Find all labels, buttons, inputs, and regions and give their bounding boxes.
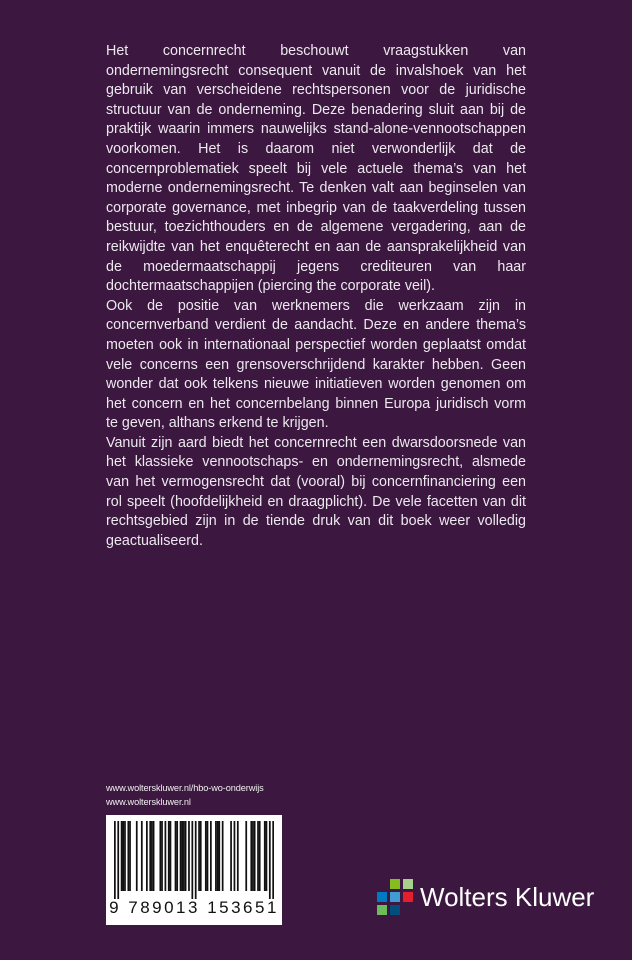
url-wolterskluwer[interactable]: www.wolterskluwer.nl [106, 797, 191, 807]
barcode-bar [124, 821, 126, 891]
barcode-bar [205, 821, 207, 891]
barcode-bars [114, 821, 274, 899]
barcode-bar [151, 821, 153, 891]
barcode-bar [272, 821, 274, 899]
barcode-bar [245, 821, 247, 891]
barcode-bar [222, 821, 224, 891]
wolters-kluwer-logo-icon [376, 878, 414, 916]
barcode-bar [210, 821, 212, 891]
barcode-bar [252, 821, 254, 891]
barcode-bar [121, 821, 123, 891]
barcode-bar [129, 821, 131, 891]
barcode-bar [127, 821, 129, 891]
barcode-bar [250, 821, 252, 891]
barcode-bar [153, 821, 155, 891]
blurb-paragraph-1: Het concernrecht beschouwt vraagstukken van ondernemingsrecht consequent vanuit de invalshoek van het gebruik van verscheidene rechtspersonen voor de juridische structuur van de onderneming. Deze benadering sluit aan bij de praktijk waarin immers nauwelijks stand-alone-vennootschappen voorkomen. Het is daarom niet verwonderlijk dat de concernproblematiek speelt bij vele actuele thema’s van het moderne ondernemingsrecht. Te denken valt aan beginselen van corporate governance, met inbegrip van de taakverdeling tussen bestuur, toezichthouders en de algemene vergadering, aan de reikwijdte van het enquêterecht en aan de aansprakelijkheid van de moedermaatschappij jegens crediteuren van haar dochtermaatschappijen (piercing the corporate veil). [106, 43, 526, 295]
url-hbo-wo-onderwijs[interactable]: www.wolterskluwer.nl/hbo-wo-onderwijs [106, 783, 264, 793]
barcode-bar [257, 821, 259, 891]
back-cover-blurb [106, 42, 526, 551]
barcode-bar [165, 821, 167, 891]
barcode-bar [180, 821, 182, 891]
barcode-bar [254, 821, 256, 891]
barcode-bar [170, 821, 172, 891]
barcode-digits: 9 789013 153651 [109, 898, 279, 917]
barcode-bar [191, 821, 193, 899]
blurb-paragraph-2: Ook de positie van werknemers die werkzaam zijn in concernverband verdient de aandacht. Deze en andere thema’s moeten ook in internationaal perspectief worden geplaatst omdat vele concerns een grensoverschrijdend karakter hebben. Geen wonder dat ook telkens nieuwe initiatieven worden genomen om het concern en het concernbelang binnen Europa juridisch vorm te geven, althans erkend te krijgen. [106, 297, 526, 432]
barcode-bar [237, 821, 239, 891]
barcode-bar [183, 821, 185, 891]
blurb-paragraph-3: Vanuit zijn aard biedt het concernrecht een dwarsdoorsnede van het klassieke vennootschaps- en ondernemingsrecht, alsmede van het vermogensrecht dat (vooral) bij concernfinanciering een rol speelt (hoofdelijkheid en draagplicht). De vele facetten van dit rechtsgebied zijn in de tiende druk van dit boek weer volledig geactualiseerd. [106, 434, 526, 549]
barcode-bar [185, 821, 187, 891]
barcode-bar [200, 821, 202, 891]
barcode-bar [195, 821, 197, 899]
barcode-bar [117, 821, 119, 899]
barcode-bar [215, 821, 217, 891]
barcode-bar [114, 821, 116, 899]
barcode-bar [168, 821, 170, 891]
barcode-bar [136, 821, 138, 891]
barcode-bar [176, 821, 178, 891]
barcode-bar [141, 821, 143, 891]
barcode-bar [188, 821, 190, 891]
isbn-barcode [106, 815, 282, 925]
barcode-bar [234, 821, 236, 891]
barcode-bar [207, 821, 209, 891]
barcode-bar [266, 821, 268, 891]
barcode-bar [122, 821, 124, 891]
barcode-bar [161, 821, 163, 891]
barcode-bar [264, 821, 266, 891]
barcode-bar [259, 821, 261, 891]
barcode-bar [149, 821, 151, 891]
barcode-bar [181, 821, 183, 891]
publisher-name: Wolters Kluwer [420, 882, 595, 912]
barcode-bar [218, 821, 220, 891]
barcode-bar [146, 821, 148, 891]
barcode-bar [198, 821, 200, 891]
barcode-bar [175, 821, 177, 891]
barcode-bar [217, 821, 219, 891]
publisher-logo [376, 878, 596, 918]
barcode-bar [230, 821, 232, 891]
barcode-bar [159, 821, 161, 891]
barcode-bar [269, 821, 271, 899]
